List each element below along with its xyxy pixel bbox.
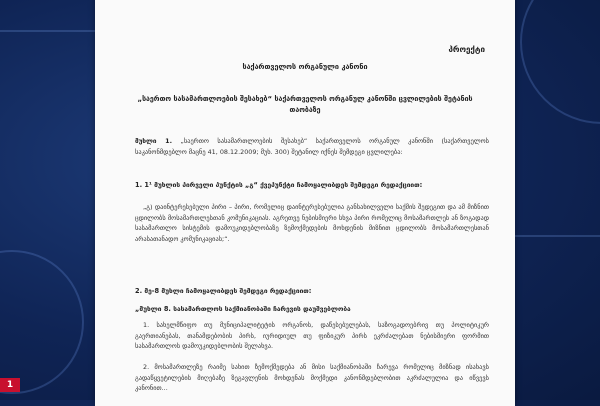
article-8-paragraph-1: 1. სახელმწიფო თუ მუნიციპალიტეტის ორგანოს, დაწესებულებას, საზოგადოებრივ თუ პოლიტიკურ გაერთიანებას, თანამდებობის პირს, იურიდიულ თუ ფიზიკურ პირს ეკრძალებათ ნებისმიერი ფორმით სასამართლოს დამოუკიდებლობის შელახვა.: [135, 321, 489, 350]
document-page: [95, 0, 515, 406]
article-1-text: „საერთო სასამართლოების შესახებ“ საქართველოს ორგანულ კანონში (საქართველოს საკანონმდებლო მაცნე 41, 08.12.2009; მუხ. 300) შეტანილ იქნეს შემდეგი ცვლილება:: [135, 137, 489, 156]
background-circle-2: [0, 250, 84, 394]
document-heading: „საერთო სასამართლოების შესახებ“ საქართველოს ორგანულ კანონში ცვლილების შეტანის თაობაზე: [137, 95, 473, 114]
article-8-title: „მუხლი 8. სასამართლოს საქმიანობაში ჩარევის დაუშვებლობა: [135, 305, 351, 313]
draft-label: პროექტი: [448, 45, 485, 54]
channel-badge: 1: [0, 378, 20, 392]
background-line-left: [0, 30, 95, 32]
document-title: საქართველოს ორგანული კანონი: [242, 62, 368, 71]
article-8-paragraph-2: 2. მოსამართლეზე რაიმე სახით ზემოქმედება ან მისი საქმიანობაში ჩარევა რომელიც მიზნად ისახავს გადაწყვეტილების მიღებაზე ზეგავლენის მოხდენას მოქმედი კანონმდებლობით აკრძალულია და იწვევს კანონით...: [135, 363, 489, 392]
article-1-label: მუხლი 1.: [135, 137, 173, 145]
point-1-heading: 1. 1¹ მუხლის პირველი პუნქტის „გ“ ქვეპუნქტი ჩამოყალიბდეს შემდეგი რედაქციით:: [135, 181, 423, 189]
background-circle: [520, 0, 600, 124]
background-line-right: [515, 235, 600, 237]
article-1-paragraph: [135, 136, 489, 157]
point-2-heading: 2. მე-8 მუხლი ჩამოყალიბდეს შემდეგი რედაქციით:: [135, 287, 312, 295]
point-1-quote: „გ) დაინტერესებული პირი – პირი, რომელიც დაინტერესებულია განსახილველი საქმის შედეგით და ამ მიზნით ცდილობს მოსამართლესთან კომუნიკაციას. აგრეთვე ნებისმიერი სხვა პირი რომელიც მოსამართლეს ან ზოგადად სასამართლო სისტემის დამოუკიდებლობაზე ზემოქმედების მოხდენის მიზნით ცდილობს მოსამართლესთან არასათანადო კომუნიკაციას;“.: [135, 203, 489, 243]
